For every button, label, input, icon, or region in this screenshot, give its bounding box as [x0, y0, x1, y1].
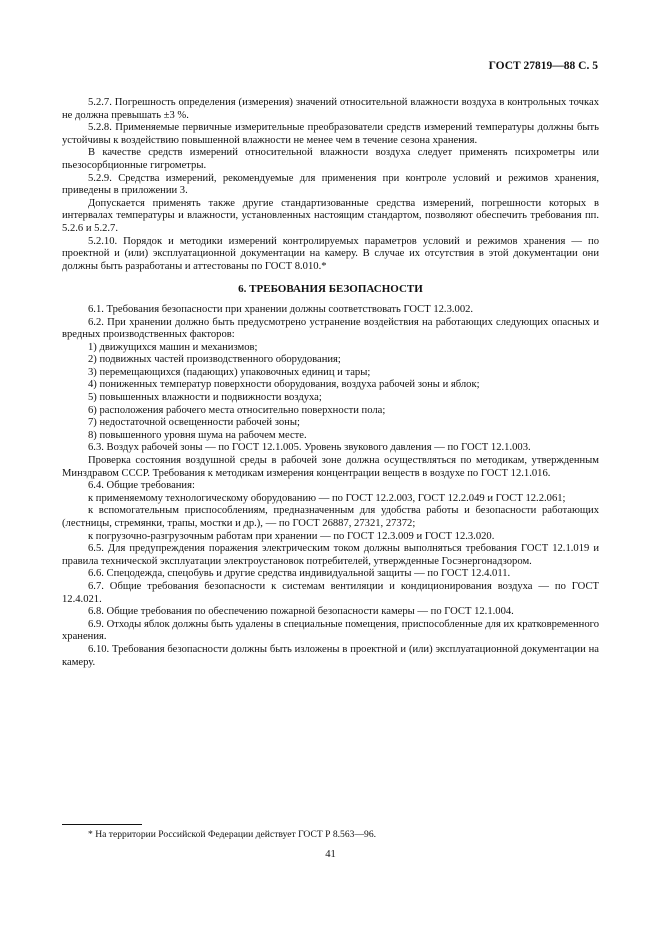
paragraph: к вспомогательным приспособлениям, предназначенным для удобства работы и безопасности работающих (лестницы, стремянки, трапы, мостки и др.), — по ГОСТ 26887, 27321, 27372; — [62, 505, 599, 529]
list-item: 2) подвижных частей производственного оборудования; — [88, 354, 341, 366]
paragraph: Проверка состояния воздушной среды в рабочей зоне должна осуществляться по методикам, утвержденным Минздравом СССР. Требования к методикам измерения концентрации веществ в воздухе по ГОСТ 12.1.016. — [62, 455, 599, 479]
paragraph: к погрузочно-разгрузочным работам при хранении — по ГОСТ 12.3.009 и ГОСТ 12.3.020. — [88, 530, 495, 542]
paragraph: 6.4. Общие требования: — [88, 480, 195, 492]
paragraph: 5.2.8. Применяемые первичные измерительные преобразователи средств измерений температуры должны быть устойчивы к воздействию повышенной влажности не менее чем в течение сезона хранения. — [62, 122, 599, 146]
paragraph: 5.2.9. Средства измерений, рекомендуемые для применения при контроле условий и режимов хранения, приведены в приложении 3. — [62, 172, 599, 197]
paragraph: 6.2. При хранении должно быть предусмотрено устранение воздействия на работающих следующих опасных и вредных производственных факторов: — [62, 316, 599, 341]
section-title: 6. ТРЕБОВАНИЯ БЕЗОПАСНОСТИ — [238, 283, 423, 296]
paragraph: к применяемому технологическому оборудованию — по ГОСТ 12.2.003, ГОСТ 12.2.049 и ГОСТ 12.2.061; — [88, 492, 566, 504]
paragraph: 6.9. Отходы яблок должны быть удалены в специальные помещения, приспособленные для их кратковременного хранения. — [62, 618, 599, 643]
page-number: 41 — [325, 849, 336, 860]
footnote-divider — [62, 824, 142, 825]
paragraph: 6.6. Спецодежда, спецобувь и другие средства индивидуальной защиты — по ГОСТ 12.4.011. — [88, 568, 511, 580]
list-item: 7) недостаточной освещенности рабочей зоны; — [88, 417, 300, 429]
paragraph: 5.2.10. Порядок и методики измерений контролируемых параметров условий и режимов хранения — по проектной и (или) эксплуатационной документации на камеру. В случае их отсутствия в этой документации они должны быть разработаны и аттестованы по ГОСТ 8.010.* — [62, 235, 599, 272]
list-item: 4) пониженных температур поверхности оборудования, воздуха рабочей зоны и яблок; — [88, 379, 480, 391]
paragraph: В качестве средств измерений относительной влажности воздуха следует применять психрометры или пьезосорбционные гигрометры. — [62, 147, 599, 171]
paragraph: 5.2.7. Погрешность определения (измерения) значений относительной влажности воздуха в контрольных точках не должна превышать ±3 %. — [62, 97, 599, 121]
list-item: 3) перемещающихся (падающих) упаковочных единиц и тары; — [88, 366, 371, 378]
page-header: ГОСТ 27819—88 С. 5 — [488, 60, 598, 72]
list-item: 5) повышенных влажности и подвижности воздуха; — [88, 392, 322, 404]
paragraph: Допускается применять также другие стандартизованные средства измерений, погрешности которых в интервалах температуры и влажности, установленных настоящим стандартом, позволяют обеспечить требования пп. 5.2.6 и 5.2.7. — [62, 197, 599, 234]
paragraph: 6.1. Требования безопасности при хранении должны соответствовать ГОСТ 12.3.002. — [88, 303, 474, 315]
document-body — [62, 97, 599, 669]
paragraph: 6.3. Воздух рабочей зоны — по ГОСТ 12.1.005. Уровень звукового давления — по ГОСТ 12.1.003. — [88, 442, 531, 454]
paragraph: 6.5. Для предупреждения поражения электрическим током должны выполняться требования ГОСТ 12.1.019 и правила технической эксплуатации электроустановок потребителей, утвержденные Госэнергонадзором. — [62, 543, 599, 567]
list-item: 6) расположения рабочего места относительно поверхности пола; — [88, 404, 386, 416]
paragraph: 6.7. Общие требования безопасности к системам вентиляции и кондиционирования воздуха — по ГОСТ 12.4.021. — [62, 580, 599, 605]
list-item: 1) движущихся машин и механизмов; — [88, 341, 258, 353]
list-item: 8) повышенного уровня шума на рабочем месте. — [88, 429, 307, 441]
paragraph: 6.8. Общие требования по обеспечению пожарной безопасности камеры — по ГОСТ 12.1.004. — [88, 606, 514, 618]
footnote: * На территории Российской Федерации действует ГОСТ Р 8.563—96. — [88, 829, 377, 840]
paragraph: 6.10. Требования безопасности должны быть изложены в проектной и (или) эксплуатационной документации на камеру. — [62, 643, 599, 668]
